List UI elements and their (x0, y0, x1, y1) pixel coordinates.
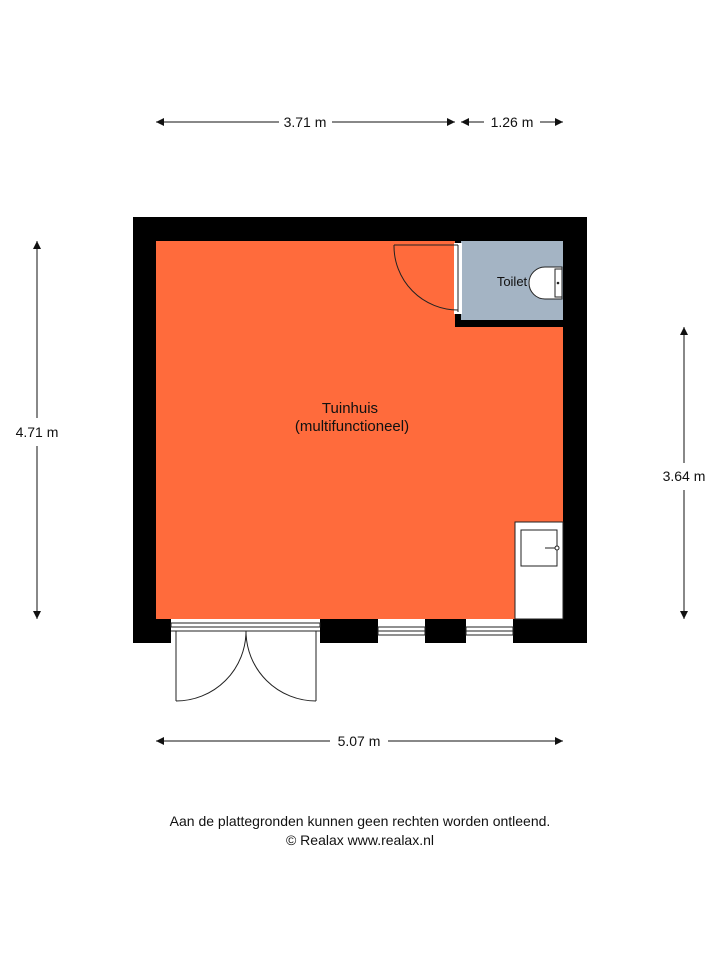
svg-text:5.07 m: 5.07 m (337, 733, 381, 749)
svg-text:1.26 m: 1.26 m (490, 114, 534, 130)
svg-text:4.71 m: 4.71 m (15, 424, 59, 440)
room-subtitle: (multifunctioneel) (294, 418, 410, 435)
dimension-right (663, 327, 706, 619)
dimension-top-right (461, 114, 563, 130)
toilet-label: Toilet (496, 274, 528, 289)
dimension-top-left (156, 114, 455, 130)
svg-text:3.64 m: 3.64 m (662, 468, 706, 484)
dimension-left (16, 241, 59, 619)
toilet-bowl-icon (529, 267, 562, 299)
disclaimer-text: Aan de plattegronden kunnen geen rechten worden ontleend. (169, 813, 551, 829)
room-name: Tuinhuis (321, 400, 379, 417)
copyright-text: © Realax www.realax.nl (285, 832, 435, 848)
svg-text:3.71 m: 3.71 m (283, 114, 327, 130)
footer (0, 812, 720, 850)
toilet-wall-bottom (455, 320, 563, 327)
dimension-bottom (156, 733, 563, 749)
